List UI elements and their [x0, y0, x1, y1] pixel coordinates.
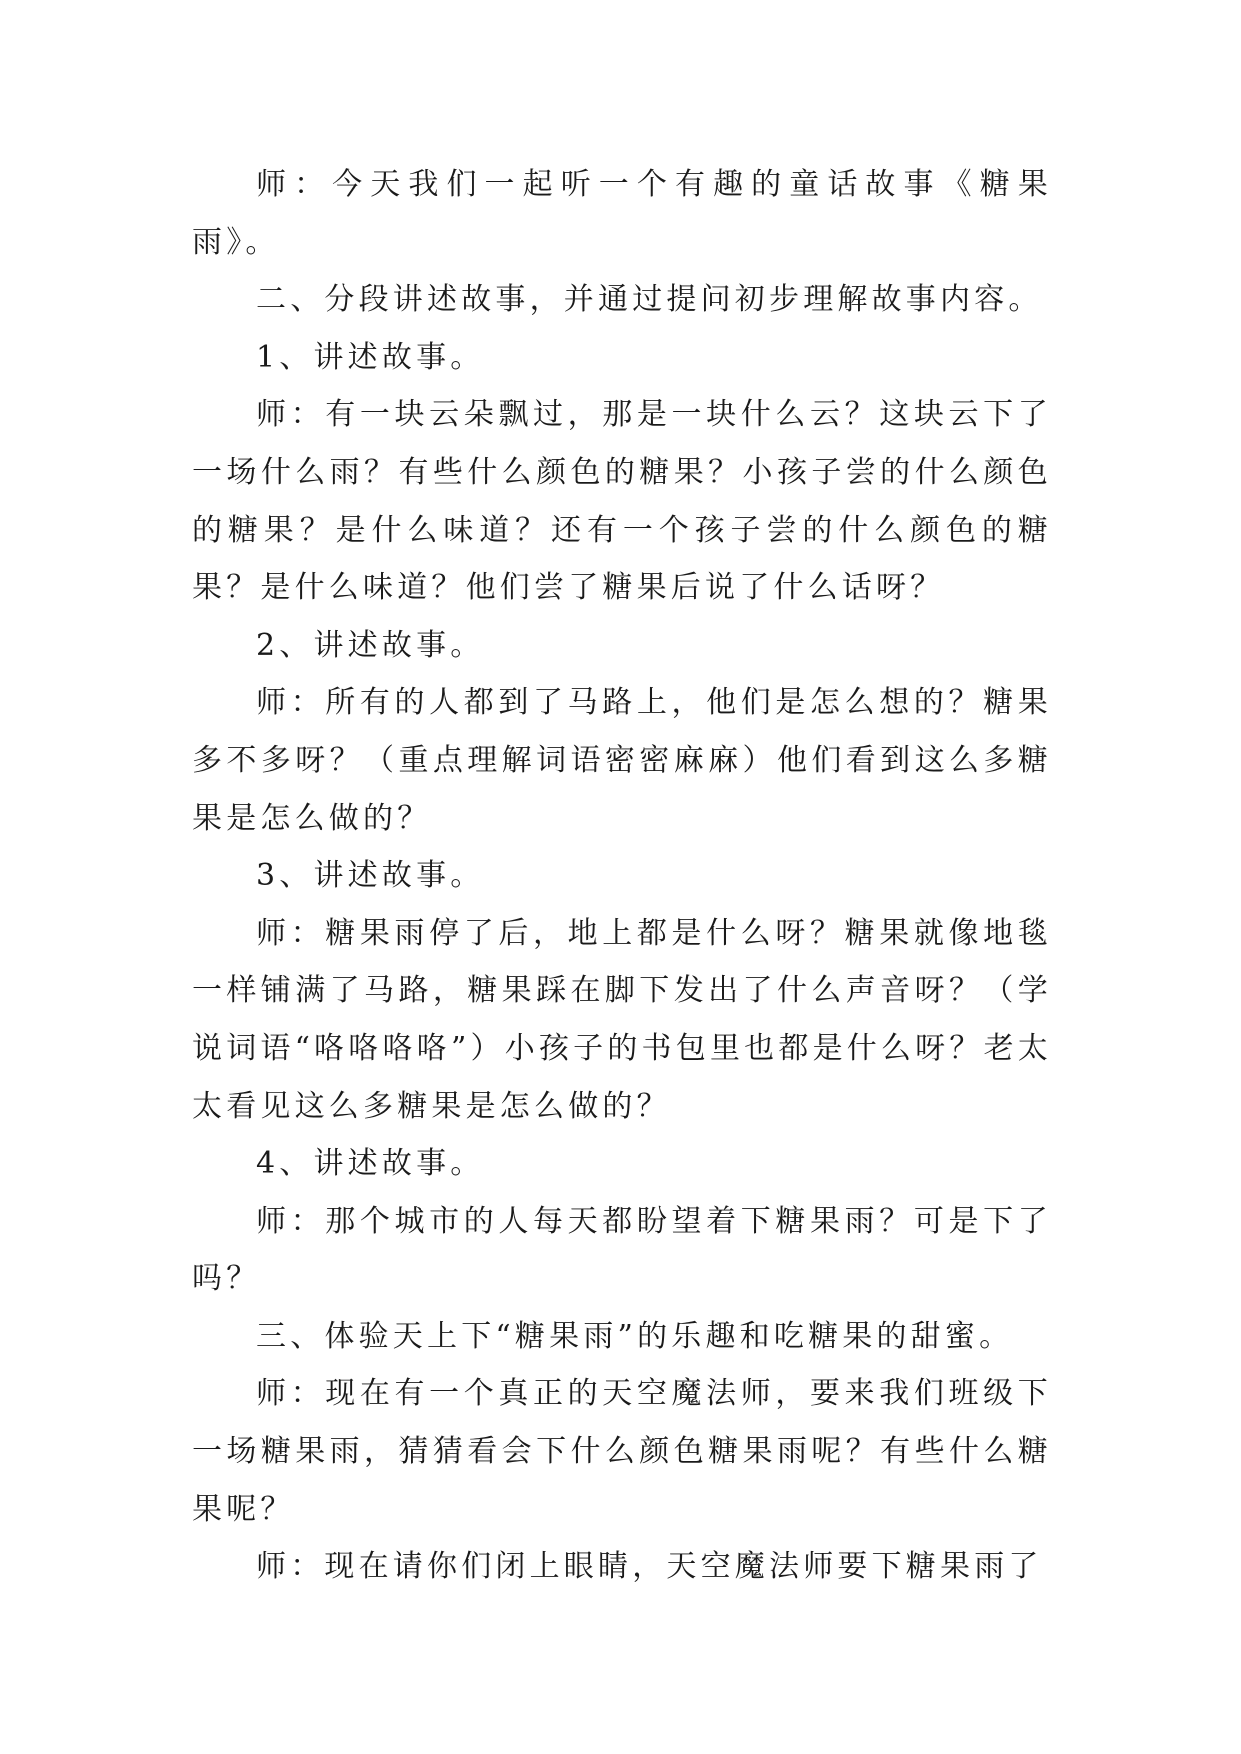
section-heading-2: 二、分段讲述故事，并通过提问初步理解故事内容。: [256, 282, 1043, 318]
paragraph-step-1: 师：有一块云朵飘过，那是一块什么云？这块云下了一场什么雨？有些什么颜色的糖果？小孩子尝的什么颜色的糖果？是什么味道？还有一个孩子尝的什么颜色的糖果？是什么味道？他们尝了糖果后说了什么话呀？: [192, 397, 1052, 606]
paragraph-intro: 师：今天我们一起听一个有趣的童话故事《糖果雨》。: [192, 167, 1052, 260]
step-heading-2: 2、讲述故事。: [256, 627, 485, 663]
step-heading-1: 1、讲述故事。: [256, 339, 485, 375]
paragraph-magician: 师：现在有一个真正的天空魔法师，要来我们班级下一场糖果雨，猜猜看会下什么颜色糖果雨呢？有些什么糖果呢？: [192, 1376, 1052, 1527]
paragraph-step-2: 师：所有的人都到了马路上，他们是怎么想的？糖果多不多呀？（重点理解词语密密麻麻）他们看到这么多糖果是怎么做的？: [192, 685, 1052, 836]
paragraph-step-3: 师：糖果雨停了后，地上都是什么呀？糖果就像地毯一样铺满了马路，糖果踩在脚下发出了什么声音呀？（学说词语“咯咯咯咯”）小孩子的书包里也都是什么呀？老太太看见这么多糖果是怎么做的？: [192, 915, 1052, 1124]
step-heading-4: 4、讲述故事。: [256, 1146, 485, 1182]
step-heading-3: 3、讲述故事。: [256, 858, 485, 894]
document-body: [192, 156, 1052, 1596]
section-heading-3: 三、体验天上下“糖果雨”的乐趣和吃糖果的甜蜜。: [256, 1318, 1014, 1354]
paragraph-close-eyes: 师：现在请你们闭上眼睛，天空魔法师要下糖果雨了: [256, 1549, 1043, 1585]
paragraph-step-4: 师：那个城市的人每天都盼望着下糖果雨？可是下了吗？: [192, 1203, 1052, 1297]
